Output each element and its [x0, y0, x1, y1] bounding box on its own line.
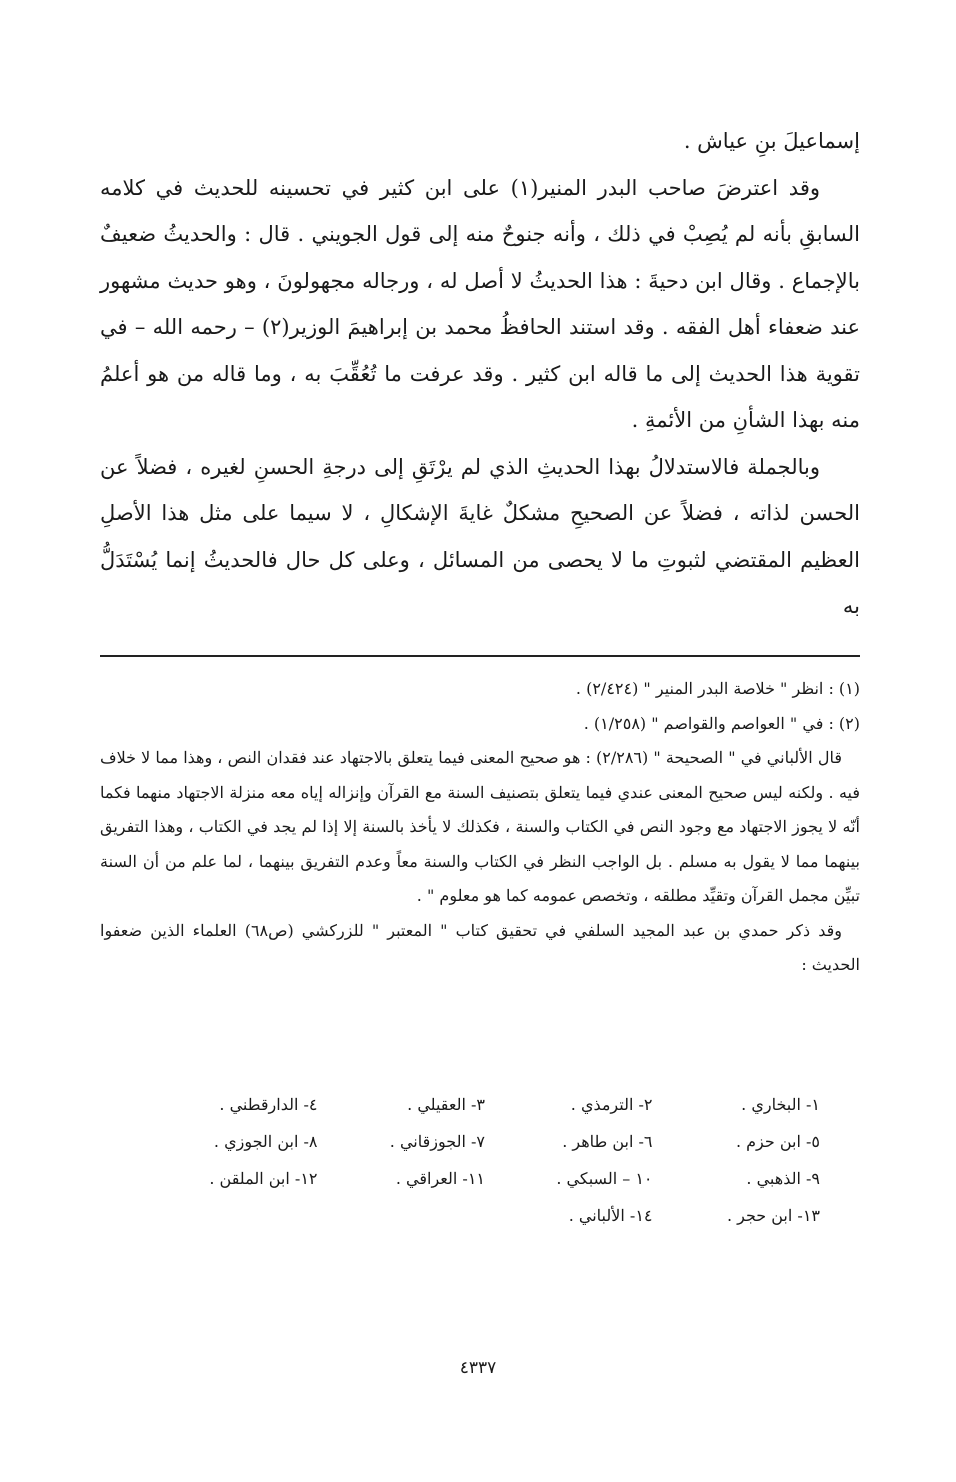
list-item: ٤- الدارقطني . [219, 1095, 318, 1114]
list-item: ١١- العراقي . [395, 1169, 485, 1188]
footnote-2: (٢) : في " العواصم والقواصم " (١/٢٥٨) . [583, 713, 860, 733]
main-text [100, 118, 860, 630]
paragraph-opening: إسماعيلَ بنِ عياش . [683, 129, 860, 153]
footnote-quote: قال الألباني في " الصحيحة " (٢/٢٨٦) : هو صحيح المعنى فيما يتعلق بالاجتهاد عند فقدان النص ، وهذا مما لا خلاف فيه . ولكنه ليس صحيح المعنى عندي فيما يتعلق بتصنيف السنة مع القرآن وإنزاله إياه معه منزلة الاجتهاد منهما فكما أنّه لا يجوز الاجتهاد مع وجود النص في الكتاب والسنة ، فكذلك لا يأخذ بالسنة إلا إذا لم يجد في الكتاب ، وهذا التفريق بينهما مما لا يقول به مسلم . بل الواجب النظر في الكتاب والسنة معاً وعدم التفريق بينهما ، لما علم من أن السنة تبيِّن مجمل القرآن وتقيِّد مطلقه ، وتخصص عمومه كما هو معلوم " . [100, 748, 861, 905]
list-item: ٣- العقيلي . [407, 1095, 485, 1114]
list-item: ١٠ – السبكي . [556, 1169, 653, 1188]
list-item: ٢- الترمذي . [570, 1095, 653, 1114]
list-item: ١- البخاري . [741, 1095, 820, 1114]
page-number: ٤٣٣٧ [459, 1358, 497, 1378]
scholars-list [150, 1086, 820, 1234]
list-item: ٩- الذهبي . [746, 1169, 820, 1188]
paragraph-conclusion: وبالجملة فالاستدلالُ بهذا الحديثِ الذي لم يرْتَقِ إلى درجةِ الحسنِ لغيره ، فضلاً عن الحسن لذاته ، فضلاً عن الصحيحِ مشكلٌ غايةَ الإشكالِ ، لا سيما على مثل هذا الأصلِ العظيم المقتضي لثبوتِ ما لا يحصى من المسائل ، وعلى كل حال فالحديثُ إنما يُسْتَدَلُّ به [100, 454, 860, 618]
footnote-divider [100, 655, 860, 657]
list-item: ١٣- ابن حجر . [726, 1206, 820, 1225]
footnote-intro: وقد ذكر حمدي بن عبد المجيد السلفي في تحقيق كتاب " المعتبر " للزركشي (ص٦٨) العلماء الذين ضعفوا الحديث : [100, 920, 860, 974]
list-item: ٧- الجوزقاني . [389, 1132, 485, 1151]
list-item: ٥- ابن حزم . [735, 1132, 820, 1151]
footnotes [100, 672, 860, 983]
list-item: ٦- ابن طاهر . [562, 1132, 653, 1151]
list-item: ١٤- الألباني . [568, 1206, 653, 1225]
list-item: ٨- ابن الجوزي . [213, 1132, 318, 1151]
paragraph-objection: وقد اعترضَ صاحب البدر المنير(١) على ابن كثير في تحسينه للحديث في كلامه السابقِ بأنه لم يُصِبْ في ذلك ، وأنه جنوحٌ منه إلى قول الجويني . قال : والحديثُ ضعيفٌ بالإجماع . وقال ابن دحيةَ : هذا الحديثُ لا أصل له ، ورجاله مجهولونَ ، وهو حديث مشهور عند ضعفاء أهل الفقه . وقد استند الحافظُ محمد بن إبراهيمَ الوزير(٢) – رحمه الله – في تقوية هذا الحديث إلى ما قاله ابن كثير . وقد عرفت ما تُعُقِّبَ به ، وما قاله من هو أعلمُ منه بهذا الشأنِ من الأئمةِ . [100, 175, 861, 432]
list-item: ١٢- ابن الملقن . [209, 1169, 318, 1188]
footnote-1: (١) : انظر " خلاصة البدر المنير " (٢/٤٢٤) . [575, 679, 860, 698]
